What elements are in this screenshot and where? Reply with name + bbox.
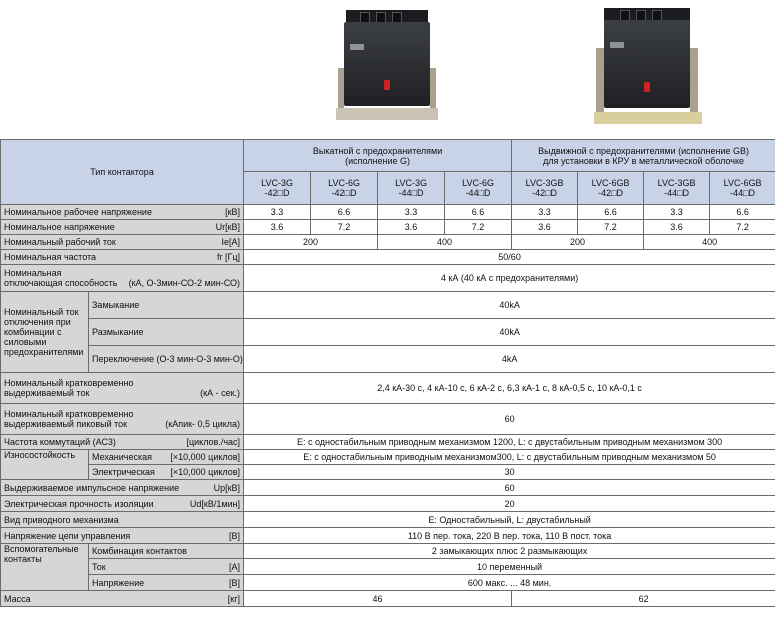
specification-table	[0, 139, 775, 607]
cell-value: 10 переменный	[244, 559, 775, 575]
cell-value: 6.6	[445, 205, 512, 220]
table-row	[1, 220, 775, 235]
cell-value: 3.6	[244, 220, 311, 235]
cell-value: 400	[644, 235, 775, 250]
cell-value: 2,4 кА-30 с, 4 кА-10 с, 6 кА-2 с, 6,3 кА-1 с, 8 кА-0,5 с, 10 кА-0,1 с	[244, 373, 775, 404]
cell-value: 400	[378, 235, 512, 250]
cell-value: 30	[244, 465, 775, 480]
sub-label: Напряжение [В]	[89, 575, 244, 591]
sub-label: Электрическая [×10,000 циклов]	[89, 465, 244, 480]
draw-out-contactor-photo	[332, 10, 442, 130]
table-row	[1, 496, 775, 512]
table-row	[1, 450, 775, 465]
row-label: Номинальное рабочее напряжение [кВ]	[1, 205, 244, 220]
cell-value: 200	[512, 235, 644, 250]
cell-value: 7.2	[445, 220, 512, 235]
cell-value: 60	[244, 404, 775, 435]
cell-value: 4 кА (40 кА с предохранителями)	[244, 265, 775, 292]
table-row	[1, 435, 775, 450]
header-row-groups	[1, 140, 775, 172]
model-header: LVC-6GB -44□D	[710, 172, 775, 205]
cell-value: 3.3	[378, 205, 445, 220]
model-header: LVC-6GB -42□D	[578, 172, 644, 205]
table-row	[1, 575, 775, 591]
table-row	[1, 319, 775, 346]
group-g-header: Выкатной с предохранителями (исполнение G)	[244, 140, 512, 172]
cell-value: 62	[512, 591, 775, 607]
cell-value: 3.6	[644, 220, 710, 235]
sub-label: Комбинация контактов	[89, 544, 244, 559]
cell-value: 7.2	[710, 220, 775, 235]
cell-value: 600 макс. ... 48 мин.	[244, 575, 775, 591]
row-label: Напряжение цепи управления [В]	[1, 528, 244, 544]
row-label: Частота коммутаций (АС3) [циклов./час]	[1, 435, 244, 450]
table-row	[1, 512, 775, 528]
withdrawable-contactor-photo	[592, 8, 704, 132]
row-label: Масса [кг]	[1, 591, 244, 607]
row-label: Номинальный рабочий ток Ie[A]	[1, 235, 244, 250]
cell-value: 7.2	[578, 220, 644, 235]
cell-value: E: с одностабильным приводным механизмом 1200, L: с двустабильным приводным механизмом 300	[244, 435, 775, 450]
table-row	[1, 544, 775, 559]
cell-value: 110 В пер. тока, 220 В пер. тока, 110 В пост. тока	[244, 528, 775, 544]
row-label: Номинальный кратковременно выдерживаемый пиковый ток (кАпик- 0,5 цикла)	[1, 404, 244, 435]
cell-value: 40kA	[244, 319, 775, 346]
model-header: LVC-3G -44□D	[378, 172, 445, 205]
sub-label: Механическая [×10,000 циклов]	[89, 450, 244, 465]
cell-value: 6.6	[311, 205, 378, 220]
cell-value: 3.3	[512, 205, 578, 220]
cell-value: 200	[244, 235, 378, 250]
table-row	[1, 346, 775, 373]
cell-value: 60	[244, 480, 775, 496]
row-label: Номинальное напряжение Ur[кВ]	[1, 220, 244, 235]
table-row	[1, 373, 775, 404]
row-label: Износостойкость	[1, 450, 89, 480]
table-row	[1, 528, 775, 544]
sub-label: Переключение (О-3 мин-О-3 мин-О)	[89, 346, 244, 373]
table-row	[1, 480, 775, 496]
row-label: Номинальный ток отключения при комбинации с силовыми предохранителями	[1, 292, 89, 373]
cell-value: 6.6	[710, 205, 775, 220]
cell-value: 3.3	[244, 205, 311, 220]
sub-label: Замыкание	[89, 292, 244, 319]
model-header: LVC-6G -42□D	[311, 172, 378, 205]
cell-value: 50/60	[244, 250, 775, 265]
model-header: LVC-3GB -42□D	[512, 172, 578, 205]
cell-value: 3.6	[512, 220, 578, 235]
cell-value: 6.6	[578, 205, 644, 220]
table-row	[1, 559, 775, 575]
product-photos	[0, 0, 775, 138]
sub-label: Размыкание	[89, 319, 244, 346]
cell-value: E: Одностабильный, L: двустабильный	[244, 512, 775, 528]
table-row	[1, 250, 775, 265]
cell-value: 3.6	[378, 220, 445, 235]
table-row	[1, 292, 775, 319]
model-header: LVC-6G -44□D	[445, 172, 512, 205]
cell-value: 46	[244, 591, 512, 607]
cell-value: 7.2	[311, 220, 378, 235]
cell-value: 3.3	[644, 205, 710, 220]
table-row	[1, 465, 775, 480]
table-row	[1, 265, 775, 292]
table-row	[1, 591, 775, 607]
table-row	[1, 235, 775, 250]
cell-value: 4kA	[244, 346, 775, 373]
row-label: Вид приводного механизма	[1, 512, 244, 528]
cell-value: E: с одностабильным приводным механизмом300, L: с двустабильным приводным механизмом 50	[244, 450, 775, 465]
sub-label: Ток [A]	[89, 559, 244, 575]
contactor-type-header: Тип контактора	[1, 140, 244, 205]
cell-value: 20	[244, 496, 775, 512]
row-label: Электрическая прочность изоляции Ud[кВ/1мин]	[1, 496, 244, 512]
row-label: Вспомогательные контакты	[1, 544, 89, 591]
model-header: LVC-3GB -44□D	[644, 172, 710, 205]
group-gb-header: Выдвижной с предохранителями (исполнение GB) для установки в КРУ в металлической оболочке	[512, 140, 775, 172]
cell-value: 2 замыкающих плюс 2 размыкающих	[244, 544, 775, 559]
row-label: Номинальная отключающая способность (кА, О-3мин-СО-2 мин-СО)	[1, 265, 244, 292]
table-row	[1, 205, 775, 220]
model-header: LVC-3G -42□D	[244, 172, 311, 205]
cell-value: 40kA	[244, 292, 775, 319]
row-label: Номинальный кратковременно выдерживаемый ток (кА - сек.)	[1, 373, 244, 404]
table-row	[1, 404, 775, 435]
row-label: Выдерживаемое импульсное напряжение Up[кВ]	[1, 480, 244, 496]
row-label: Номинальная частота fr [Гц]	[1, 250, 244, 265]
